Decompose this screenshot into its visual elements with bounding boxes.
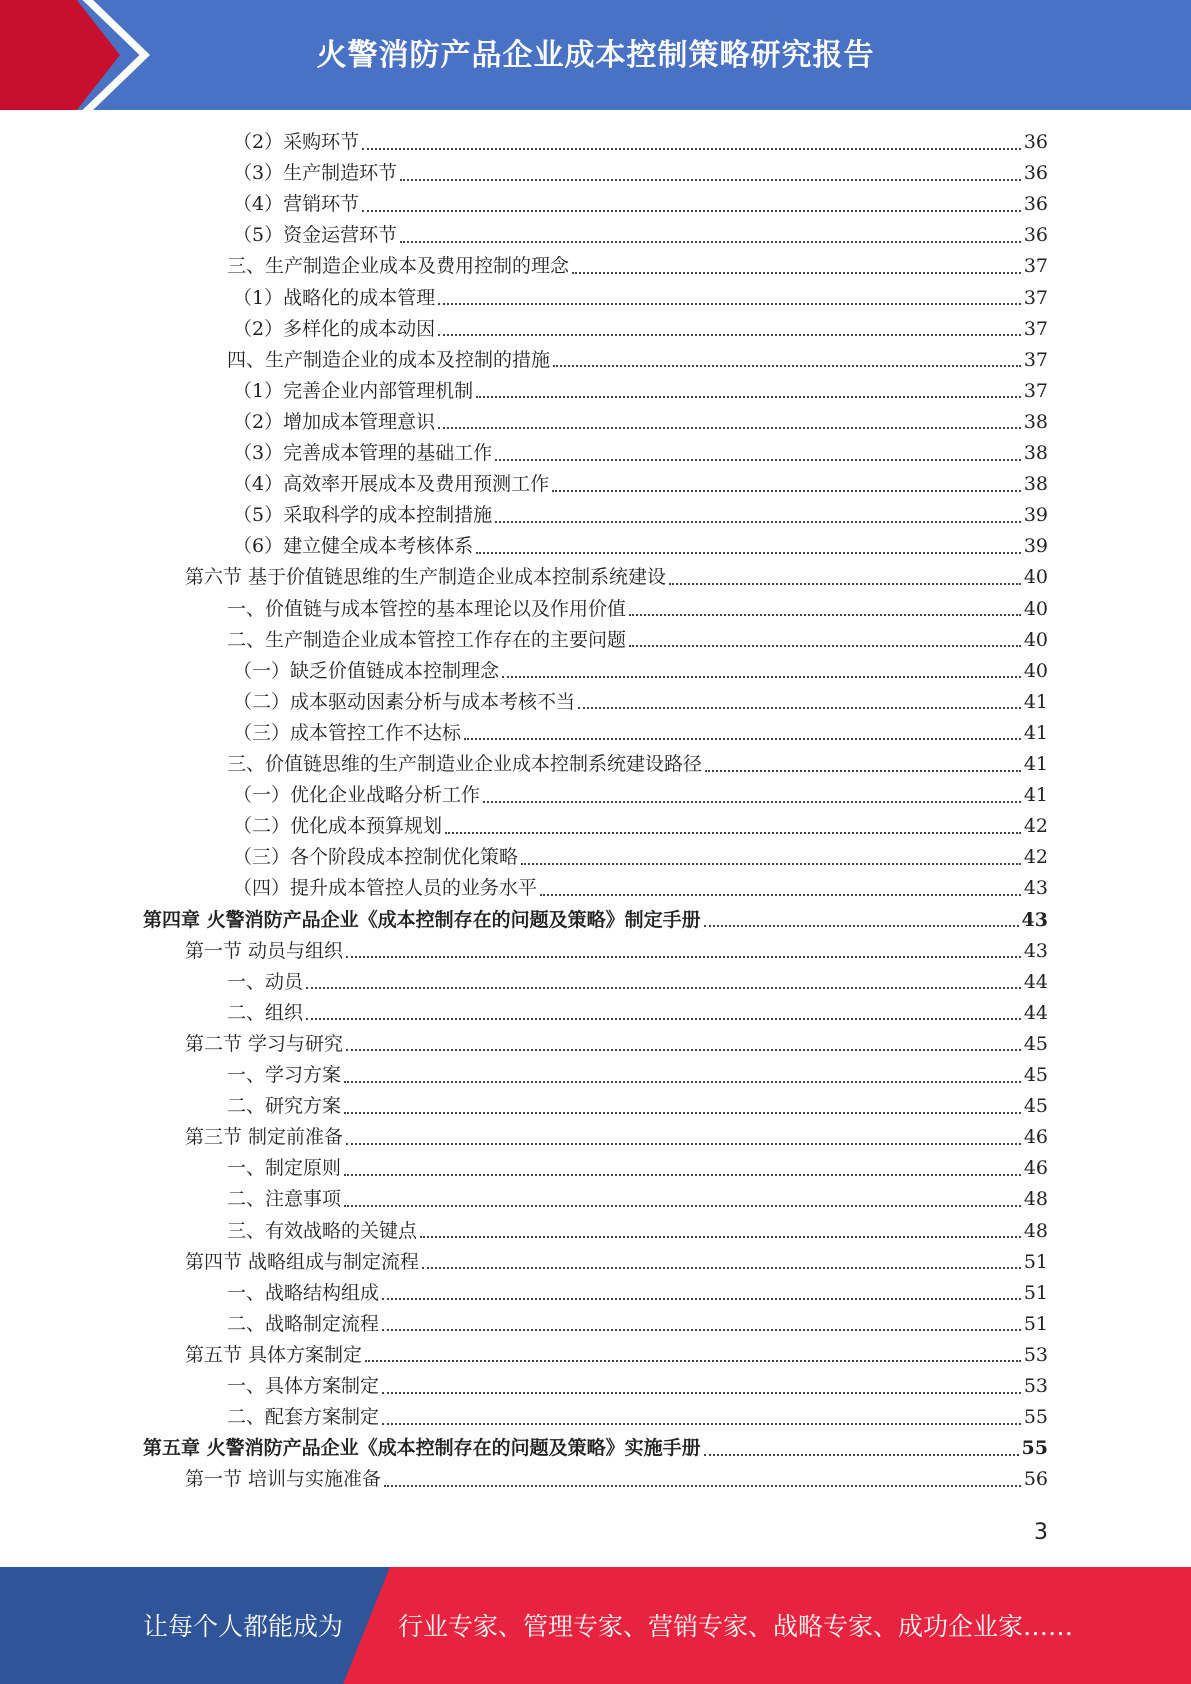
toc-entry[interactable] — [227, 1402, 1048, 1433]
toc-entry-page: 45 — [1023, 1064, 1048, 1086]
toc-entry-title: （一）缺乏价值链成本控制理念 — [233, 659, 500, 682]
toc-entry[interactable] — [227, 1091, 1048, 1122]
toc-entry-page: 41 — [1023, 784, 1048, 807]
toc-entry-page: 41 — [1023, 721, 1048, 744]
toc-entry[interactable] — [233, 438, 1048, 469]
toc-entry[interactable] — [227, 625, 1048, 656]
toc-entry[interactable] — [227, 594, 1048, 625]
toc-entry[interactable] — [185, 562, 1048, 593]
toc-entry[interactable] — [143, 1433, 1048, 1464]
toc-entry-title: 三、价值链思维的生产制造业企业成本控制系统建设路径 — [227, 753, 703, 775]
toc-entry-title: 二、研究方案 — [227, 1095, 342, 1118]
toc-dot-leader — [382, 1329, 1021, 1331]
toc-entry-title: （三）各个阶段成本控制优化策略 — [233, 846, 519, 869]
toc-dot-leader — [438, 303, 1021, 305]
toc-dot-leader — [629, 645, 1021, 647]
footer-slogan-right: 行业专家、管理专家、营销专家、战略专家、成功企业家…… — [398, 1612, 1074, 1641]
toc-entry[interactable] — [227, 1278, 1048, 1309]
toc-entry-title: （5）采取科学的成本控制措施 — [233, 504, 493, 527]
toc-entry[interactable] — [233, 189, 1048, 220]
toc-entry-page: 55 — [1023, 1406, 1048, 1429]
toc-entry-page: 43 — [1023, 877, 1048, 900]
toc-entry-title: （二）优化成本预算规划 — [233, 815, 443, 838]
toc-entry[interactable] — [185, 936, 1048, 967]
toc-dot-leader — [382, 1392, 1021, 1394]
toc-entry[interactable] — [233, 656, 1048, 687]
toc-entry[interactable] — [185, 1029, 1048, 1060]
toc-entry[interactable] — [233, 531, 1048, 562]
toc-entry[interactable] — [227, 749, 1048, 780]
toc-entry-page: 43 — [1021, 908, 1048, 931]
toc-entry[interactable] — [233, 780, 1048, 811]
toc-entry-title: 一、制定原则 — [227, 1157, 342, 1180]
toc-dot-leader — [705, 770, 1021, 772]
toc-dot-leader — [464, 738, 1021, 740]
toc-entry-title: （5）资金运营环节 — [233, 224, 398, 247]
toc-entry-title: （2）采购环节 — [233, 131, 360, 153]
toc-entry-title: 第三节 制定前准备 — [185, 1126, 344, 1149]
toc-entry-page: 51 — [1023, 1312, 1048, 1335]
toc-entry-page: 56 — [1023, 1468, 1048, 1491]
toc-dot-leader — [438, 334, 1021, 336]
toc-entry-title: 一、学习方案 — [227, 1064, 342, 1086]
toc-entry-title: （4）高效率开展成本及费用预测工作 — [233, 473, 550, 496]
toc-dot-leader — [422, 1267, 1021, 1269]
toc-dot-leader — [704, 925, 1019, 927]
toc-dot-leader — [438, 427, 1021, 429]
toc-dot-leader — [362, 148, 1021, 150]
toc-dot-leader — [400, 179, 1021, 181]
toc-entry-title: 一、战略结构组成 — [227, 1281, 380, 1304]
footer-slogan-left: 让每个人都能成为 — [143, 1612, 344, 1641]
toc-dot-leader — [344, 1112, 1021, 1114]
toc-dot-leader — [344, 1174, 1021, 1176]
toc-entry-page: 55 — [1021, 1437, 1048, 1460]
toc-entry[interactable] — [233, 314, 1048, 345]
toc-entry-page: 38 — [1023, 473, 1048, 496]
toc-entry[interactable] — [143, 905, 1048, 936]
toc-entry-page: 42 — [1023, 846, 1048, 869]
page-footer — [0, 1567, 1191, 1684]
toc-dot-leader — [502, 676, 1021, 678]
toc-entry-title: 第五章 火警消防产品企业《成本控制存在的问题及策略》实施手册 — [143, 1437, 701, 1460]
toc-dot-leader — [306, 987, 1021, 989]
toc-entry-title: 第一节 动员与组织 — [185, 939, 344, 962]
toc-dot-leader — [344, 1205, 1021, 1207]
toc-entry[interactable] — [227, 1216, 1048, 1247]
toc-entry[interactable] — [227, 251, 1048, 282]
toc-entry-title: 二、战略制定流程 — [227, 1312, 380, 1335]
toc-entry-page: 36 — [1023, 193, 1048, 216]
toc-entry-title: （2）多样化的成本动因 — [233, 317, 436, 340]
toc-dot-leader — [476, 552, 1021, 554]
toc-entry-page: 41 — [1023, 753, 1048, 775]
toc-dot-leader — [400, 241, 1021, 243]
toc-dot-leader — [382, 1298, 1021, 1300]
toc-entry-title: （二）成本驱动因素分析与成本考核不当 — [233, 690, 576, 713]
toc-entry-title: 第四章 火警消防产品企业《成本控制存在的问题及策略》制定手册 — [143, 908, 701, 931]
toc-entry-title: 二、生产制造企业成本管控工作存在的主要问题 — [227, 628, 627, 651]
toc-dot-leader — [476, 396, 1021, 398]
toc-entry-page: 40 — [1023, 597, 1048, 620]
toc-dot-leader — [704, 1454, 1019, 1456]
toc-entry-page: 37 — [1023, 348, 1048, 371]
toc-entry[interactable] — [227, 967, 1048, 998]
toc-entry-title: 一、具体方案制定 — [227, 1375, 380, 1397]
toc-dot-leader — [483, 801, 1021, 803]
toc-entry-page: 42 — [1023, 815, 1048, 838]
toc-entry-title: （6）建立健全成本考核体系 — [233, 535, 474, 558]
toc-entry-page: 36 — [1023, 224, 1048, 247]
toc-entry-title: （三）成本管控工作不达标 — [233, 721, 462, 744]
toc-dot-leader — [344, 1081, 1021, 1083]
toc-entry-page: 40 — [1023, 659, 1048, 682]
toc-dot-leader — [669, 583, 1021, 585]
toc-entry-page: 38 — [1023, 442, 1048, 464]
toc-dot-leader — [365, 1360, 1021, 1362]
toc-entry-page: 45 — [1023, 1095, 1048, 1118]
toc-entry-page: 53 — [1023, 1375, 1048, 1397]
toc-entry-title: 一、动员 — [227, 970, 304, 993]
toc-dot-leader — [629, 614, 1021, 616]
toc-entry[interactable] — [185, 1247, 1048, 1278]
toc-entry-title: （1）战略化的成本管理 — [233, 286, 436, 309]
toc-entry[interactable] — [233, 718, 1048, 749]
toc-dot-leader — [540, 894, 1021, 896]
toc-entry-title: （2）增加成本管理意识 — [233, 410, 436, 433]
toc-dot-leader — [445, 832, 1021, 834]
toc-entry-page: 43 — [1023, 939, 1048, 962]
toc-entry-page: 46 — [1023, 1157, 1048, 1180]
toc-entry[interactable] — [227, 1184, 1048, 1215]
toc-entry[interactable] — [233, 158, 1048, 189]
toc-dot-leader — [346, 1143, 1021, 1145]
toc-dot-leader — [553, 365, 1021, 367]
toc-dot-leader — [382, 1423, 1021, 1425]
toc-entry[interactable] — [233, 376, 1048, 407]
toc-entry[interactable] — [233, 842, 1048, 873]
toc-entry-title: 三、生产制造企业成本及费用控制的理念 — [227, 255, 570, 278]
toc-dot-leader — [362, 210, 1021, 212]
toc-entry-title: 第一节 培训与实施准备 — [185, 1468, 382, 1491]
toc-entry-page: 37 — [1023, 379, 1048, 402]
toc-entry[interactable] — [233, 811, 1048, 842]
toc-entry-page: 44 — [1023, 970, 1048, 993]
toc-entry[interactable] — [185, 1122, 1048, 1153]
toc-dot-leader — [572, 272, 1021, 274]
page-number: 3 — [1034, 1520, 1048, 1545]
page-header — [0, 0, 1191, 110]
toc-dot-leader — [346, 956, 1021, 958]
toc-entry-page: 39 — [1023, 535, 1048, 558]
toc-entry-title: 四、生产制造企业的成本及控制的措施 — [227, 348, 551, 371]
toc-entry-title: （一）优化企业战略分析工作 — [233, 784, 481, 807]
toc-entry-page: 37 — [1023, 317, 1048, 340]
toc-entry[interactable] — [227, 345, 1048, 376]
toc-entry-title: （四）提升成本管控人员的业务水平 — [233, 877, 538, 900]
toc-entry-page: 37 — [1023, 286, 1048, 309]
toc-entry-page: 51 — [1023, 1281, 1048, 1304]
toc-dot-leader — [420, 1236, 1021, 1238]
toc-entry[interactable] — [185, 1464, 1048, 1495]
toc-entry[interactable] — [233, 500, 1048, 531]
toc-entry[interactable] — [233, 687, 1048, 718]
toc-entry[interactable] — [227, 1309, 1048, 1340]
toc-dot-leader — [578, 707, 1021, 709]
toc-entry[interactable] — [233, 283, 1048, 314]
toc-entry[interactable] — [185, 1340, 1048, 1371]
toc-entry-page: 36 — [1023, 131, 1048, 153]
toc-entry-title: 第五节 具体方案制定 — [185, 1343, 363, 1366]
toc-entry-title: （4）营销环节 — [233, 193, 360, 216]
toc-entry-title: 二、组织 — [227, 1001, 304, 1024]
toc-entry-title: （3）生产制造环节 — [233, 162, 398, 185]
toc-entry[interactable] — [233, 873, 1048, 904]
toc-entry-page: 46 — [1023, 1126, 1048, 1149]
toc-entry-page: 41 — [1023, 690, 1048, 713]
toc-entry-page: 51 — [1023, 1250, 1048, 1273]
toc-entry-title: （3）完善成本管理的基础工作 — [233, 442, 493, 464]
toc-dot-leader — [552, 490, 1021, 492]
toc-entry[interactable] — [233, 220, 1048, 251]
toc-entry[interactable] — [227, 998, 1048, 1029]
toc-entry-page: 37 — [1023, 255, 1048, 278]
toc-entry[interactable] — [227, 1060, 1048, 1091]
toc-entry-title: 三、有效战略的关键点 — [227, 1219, 418, 1242]
toc-dot-leader — [495, 521, 1021, 523]
toc-entry-page: 38 — [1023, 410, 1048, 433]
toc-dot-leader — [306, 1018, 1021, 1020]
toc-entry-title: 二、注意事项 — [227, 1188, 342, 1211]
toc-entry[interactable] — [233, 469, 1048, 500]
toc-entry-page: 36 — [1023, 162, 1048, 185]
toc-dot-leader — [521, 863, 1021, 865]
toc-dot-leader — [495, 459, 1021, 461]
toc-entry-page: 40 — [1023, 566, 1048, 589]
toc-entry-page: 48 — [1023, 1188, 1048, 1211]
toc-entry-title: （1）完善企业内部管理机制 — [233, 379, 474, 402]
toc-entry-title: 第六节 基于价值链思维的生产制造企业成本控制系统建设 — [185, 566, 667, 589]
toc-dot-leader — [384, 1485, 1021, 1487]
toc-entry[interactable] — [233, 407, 1048, 438]
toc-entry[interactable] — [227, 1371, 1048, 1402]
toc-entry-title: 一、价值链与成本管控的基本理论以及作用价值 — [227, 597, 627, 620]
toc-entry-page: 48 — [1023, 1219, 1048, 1242]
toc-entry[interactable] — [233, 127, 1048, 158]
toc-entry-page: 44 — [1023, 1001, 1048, 1024]
toc-entry[interactable] — [227, 1153, 1048, 1184]
toc-entry-page: 53 — [1023, 1343, 1048, 1366]
toc-entry-page: 40 — [1023, 628, 1048, 651]
report-title: 火警消防产品企业成本控制策略研究报告 — [316, 38, 875, 73]
toc-entry-title: 第二节 学习与研究 — [185, 1032, 344, 1055]
toc-entry-page: 39 — [1023, 504, 1048, 527]
toc-entry-title: 二、配套方案制定 — [227, 1406, 380, 1429]
toc-dot-leader — [346, 1049, 1021, 1051]
toc-entry-title: 第四节 战略组成与制定流程 — [185, 1250, 420, 1273]
toc-entry-page: 45 — [1023, 1032, 1048, 1055]
